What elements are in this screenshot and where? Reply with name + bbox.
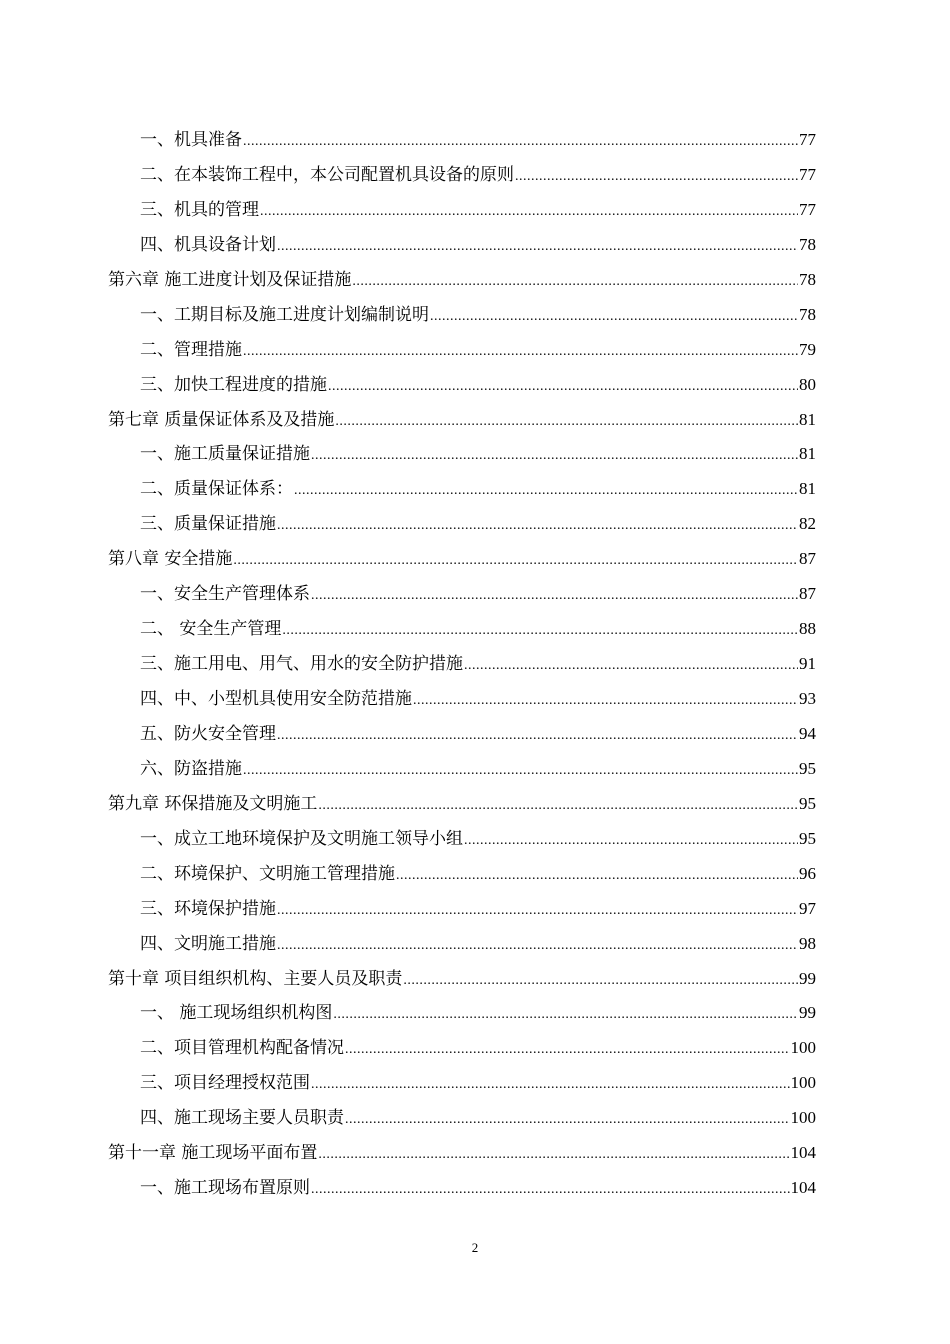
toc-entry-title: 一、机具准备 <box>140 130 242 150</box>
toc-dot-leader <box>243 345 798 359</box>
toc-entry-title: 四、施工现场主要人员职责 <box>140 1108 344 1129</box>
toc-entry-title: 一、施工现场布置原则 <box>140 1178 310 1199</box>
toc-entry-page-number: 81 <box>799 479 816 499</box>
toc-entry-title: 一、 施工现场组织机构图 <box>140 1003 333 1024</box>
toc-entry-page-number: 77 <box>799 164 816 184</box>
toc-entry-title: 三、环境保护措施 <box>140 898 276 919</box>
toc-chapter-entry[interactable] <box>108 787 816 822</box>
toc-dot-leader <box>352 275 798 289</box>
toc-dot-leader <box>260 205 798 219</box>
toc-dot-leader <box>311 589 798 603</box>
toc-dot-leader <box>294 484 798 498</box>
toc-entry-title: 三、加快工程进度的措施 <box>140 374 327 395</box>
toc-entry-title: 二、质量保证体系： <box>140 479 293 500</box>
toc-entry-page-number: 99 <box>799 968 816 988</box>
toc-dot-leader <box>328 380 798 394</box>
toc-section-entry[interactable] <box>108 298 816 333</box>
toc-chapter-entry[interactable] <box>108 1136 816 1171</box>
toc-entry-page-number: 93 <box>799 689 816 708</box>
toc-section-entry[interactable] <box>108 996 816 1031</box>
toc-entry-page-number: 78 <box>799 234 816 254</box>
table-of-contents <box>108 123 816 1206</box>
toc-chapter-entry[interactable] <box>108 403 816 438</box>
toc-entry-page-number: 100 <box>790 1038 816 1058</box>
toc-dot-leader <box>396 869 798 883</box>
toc-dot-leader <box>515 170 798 184</box>
toc-dot-leader <box>282 624 798 638</box>
toc-dot-leader <box>430 310 798 324</box>
toc-entry-title: 四、机具设备计划 <box>140 234 276 255</box>
toc-entry-title: 三、施工用电、用气、用水的安全防护措施 <box>140 654 463 675</box>
toc-dot-leader <box>243 135 798 149</box>
toc-section-entry[interactable] <box>108 1171 816 1206</box>
toc-section-entry[interactable] <box>108 507 816 542</box>
toc-entry-page-number: 94 <box>799 723 816 743</box>
toc-section-entry[interactable] <box>108 927 816 962</box>
toc-dot-leader <box>413 694 798 708</box>
toc-entry-title: 二、项目管理机构配备情况 <box>140 1038 344 1059</box>
toc-section-entry[interactable] <box>108 892 816 927</box>
toc-entry-title: 三、质量保证措施 <box>140 514 276 535</box>
toc-entry-title: 第七章 质量保证体系及及措施 <box>108 409 335 430</box>
toc-dot-leader <box>403 974 798 988</box>
toc-section-entry[interactable] <box>108 228 816 263</box>
toc-entry-page-number: 104 <box>790 1178 816 1198</box>
toc-dot-leader <box>318 1148 789 1162</box>
toc-entry-title: 六、防盗措施 <box>140 758 242 779</box>
toc-dot-leader <box>311 449 798 463</box>
toc-entry-title: 一、工期目标及施工进度计划编制说明 <box>140 304 429 325</box>
toc-entry-page-number: 81 <box>799 409 816 429</box>
toc-entry-title: 二、 安全生产管理 <box>140 619 282 640</box>
toc-entry-title: 三、项目经理授权范围 <box>140 1073 310 1094</box>
toc-dot-leader <box>318 799 798 813</box>
toc-entry-page-number: 87 <box>799 549 816 569</box>
toc-section-entry[interactable] <box>108 752 816 787</box>
toc-dot-leader <box>277 240 798 254</box>
toc-section-entry[interactable] <box>108 577 816 612</box>
toc-section-entry[interactable] <box>108 333 816 368</box>
toc-entry-title: 二、在本装饰工程中，本公司配置机具设备的原则 <box>140 164 514 185</box>
toc-entry-title: 一、成立工地环境保护及文明施工领导小组 <box>140 828 463 849</box>
toc-entry-page-number: 79 <box>799 339 816 359</box>
toc-entry-title: 第九章 环保措施及文明施工 <box>108 793 318 814</box>
toc-entry-page-number: 104 <box>790 1143 816 1163</box>
toc-section-entry[interactable] <box>108 822 816 857</box>
toc-entry-page-number: 82 <box>799 514 816 534</box>
toc-section-entry[interactable] <box>108 717 816 752</box>
toc-entry-title: 二、管理措施 <box>140 339 242 360</box>
toc-entry-page-number: 100 <box>790 1108 816 1128</box>
toc-section-entry[interactable] <box>108 472 816 507</box>
toc-entry-title: 五、防火安全管理 <box>140 723 276 744</box>
toc-entry-page-number: 95 <box>799 758 816 778</box>
toc-dot-leader <box>335 415 798 429</box>
toc-chapter-entry[interactable] <box>108 263 816 298</box>
toc-entry-page-number: 97 <box>799 898 816 918</box>
toc-section-entry[interactable] <box>108 647 816 682</box>
toc-entry-page-number: 96 <box>799 863 816 883</box>
toc-dot-leader <box>311 1078 790 1092</box>
toc-entry-page-number: 78 <box>799 304 816 324</box>
toc-entry-page-number: 88 <box>799 619 816 639</box>
toc-section-entry[interactable] <box>108 123 816 158</box>
toc-entry-page-number: 99 <box>799 1003 816 1023</box>
toc-entry-title: 三、机具的管理 <box>140 199 259 220</box>
toc-section-entry[interactable] <box>108 1066 816 1101</box>
toc-section-entry[interactable] <box>108 1031 816 1066</box>
toc-entry-title: 第八章 安全措施 <box>108 549 233 570</box>
page-number: 2 <box>471 1240 479 1255</box>
toc-entry-page-number: 98 <box>799 933 816 953</box>
toc-entry-title: 一、施工质量保证措施 <box>140 444 310 465</box>
toc-entry-page-number: 87 <box>799 584 816 604</box>
toc-section-entry[interactable] <box>108 857 816 892</box>
toc-dot-leader <box>464 659 798 673</box>
toc-entry-title: 第六章 施工进度计划及保证措施 <box>108 269 352 290</box>
toc-dot-leader <box>233 554 798 568</box>
toc-dot-leader <box>311 1183 790 1197</box>
toc-section-entry[interactable] <box>108 1101 816 1136</box>
toc-section-entry[interactable] <box>108 368 816 403</box>
toc-dot-leader <box>345 1113 790 1127</box>
toc-entry-page-number: 100 <box>790 1073 816 1093</box>
toc-chapter-entry[interactable] <box>108 962 816 997</box>
toc-entry-page-number: 78 <box>799 269 816 289</box>
toc-section-entry[interactable] <box>108 158 816 193</box>
toc-dot-leader <box>333 1008 798 1022</box>
toc-entry-title: 第十一章 施工现场平面布置 <box>108 1143 318 1164</box>
toc-dot-leader <box>277 939 798 953</box>
toc-entry-page-number: 81 <box>799 444 816 464</box>
toc-entry-title: 四、中、小型机具使用安全防范措施 <box>140 689 412 709</box>
toc-section-entry[interactable] <box>108 437 816 472</box>
toc-entry-page-number: 77 <box>799 130 816 149</box>
toc-dot-leader <box>464 834 798 848</box>
toc-dot-leader <box>277 729 798 743</box>
toc-entry-title: 四、文明施工措施 <box>140 933 276 954</box>
toc-dot-leader <box>243 764 798 778</box>
toc-entry-page-number: 95 <box>799 828 816 848</box>
toc-entry-page-number: 95 <box>799 793 816 813</box>
toc-entry-page-number: 91 <box>799 654 816 674</box>
toc-dot-leader <box>277 519 798 533</box>
toc-entry-title: 一、安全生产管理体系 <box>140 584 310 605</box>
toc-section-entry[interactable] <box>108 612 816 647</box>
toc-entry-page-number: 80 <box>799 374 816 394</box>
toc-chapter-entry[interactable] <box>108 542 816 577</box>
toc-entry-title: 二、环境保护、文明施工管理措施 <box>140 863 395 884</box>
toc-entry-page-number: 77 <box>799 199 816 219</box>
toc-section-entry[interactable] <box>108 682 816 717</box>
toc-section-entry[interactable] <box>108 193 816 228</box>
toc-dot-leader <box>277 904 798 918</box>
toc-dot-leader <box>345 1043 790 1057</box>
toc-entry-title: 第十章 项目组织机构、主要人员及职责 <box>108 968 403 989</box>
